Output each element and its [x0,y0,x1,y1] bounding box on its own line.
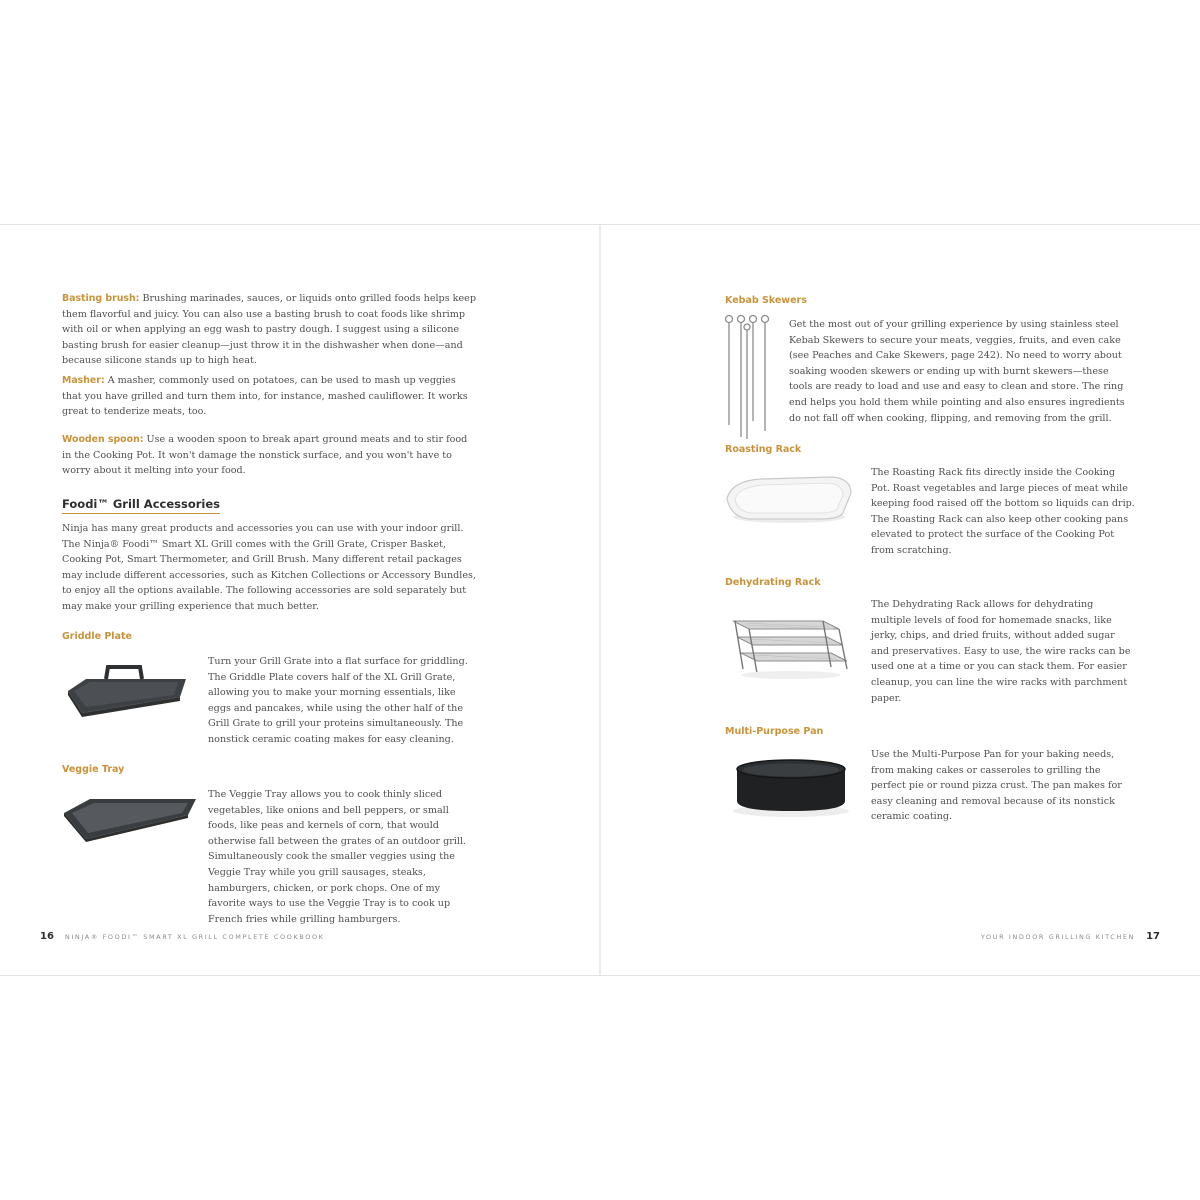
veggie-tray-text-1 [208,787,476,927]
right-page-number: 17 [1146,931,1160,942]
griddle-plate-text: Turn your Grill Grate into a flat surface for griddling. The Griddle Plate covers half of the XL Grill Grate, allowing you to make your morning essentials, like eggs and pancakes, while using the other half of the Grill Grate to grill your proteins simultaneously. The nonstick ceramic coating makes for easy cleaning. [208,656,468,745]
wooden-spoon-paragraph [62,432,476,479]
veggie-tray-text: The Veggie Tray allows you to cook thinly sliced vegetables, like onions and bell peppers, or small foods, like peas and kernels of corn, that would otherwise fall between the grates of an outdoor grill. Simultaneously cook the smaller veggies using the Veggie Tray while you grill sausages, steaks, hamburgers, chicken, or pork chops. One of my favorite ways to use the Veggie Tray is to cook up French fries while grilling hamburgers. [208,789,467,925]
left-page [0,225,599,975]
roasting-rack-title: Roasting Rack [725,444,802,455]
wooden-spoon-text: Use a wooden spoon to break apart ground meats and to stir food in the Cooking Pot. It won't damage the nonstick surface, and you won't have to worry about it melting into your food. [62,434,468,477]
masher-term: Masher: [62,375,105,386]
left-page-number: 16 [40,931,54,942]
section-title: Foodi™ Grill Accessories [62,497,220,514]
dehydrating-rack-image [725,603,855,681]
kebab-skewers-image [719,313,779,443]
basting-brush-term: Basting brush: [62,293,140,304]
veggie-tray-title: Veggie Tray [62,764,125,775]
masher-paragraph [62,373,476,420]
multi-purpose-pan-title: Multi-Purpose Pan [725,726,824,737]
basting-brush-paragraph [62,291,476,369]
book-spread [0,224,1200,976]
left-running-title: NINJA® FOODI™ SMART XL GRILL COMPLETE COOKBOOK [64,933,325,941]
multi-purpose-pan-text: Use the Multi-Purpose Pan for your baking needs, from making cakes or casseroles to grilling the perfect pie or round pizza crust. The pan makes for easy cleaning and removal because of its nonstick ceramic coating. [871,749,1122,823]
roasting-rack-text: The Roasting Rack fits directly inside the Cooking Pot. Roast vegetables and large pieces of meat while keeping food raised off the bottom so liquids can drip. The Roasting Rack can also keep other cooking pans elevated to protect the surface of the Cooking Pot from scratching. [871,467,1135,556]
masher-text: A masher, commonly used on potatoes, can be used to mash up veggies that you have grilled and turn them into, for instance, mashed cauliflower. It works great to tenderize meats, too. [62,375,468,418]
griddle-plate-image [60,657,194,719]
dehydrating-rack-title: Dehydrating Rack [725,577,821,588]
basting-brush-text: Brushing marinades, sauces, or liquids onto grilled foods helps keep them flavorful and juicy. You can also use a basting brush to coat foods like shrimp with oil or when applying an egg wash to pastry dough. I suggest using a silicone basting brush for easier cleanup—just throw it in the dishwasher when done—and because silicone stands up to high heat. [62,293,476,367]
right-running-title: YOUR INDOOR GRILLING KITCHEN [980,933,1136,941]
dehydrating-rack-text: The Dehydrating Rack allows for dehydrating multiple levels of food for homemade snacks, like jerky, chips, and dried fruits, without added sugar and preservatives. Easy to use, the wire racks can be used one at a time or you can stack them. For easier cleanup, you can line the wire racks with parchment paper. [871,599,1131,704]
wooden-spoon-term: Wooden spoon: [62,434,144,445]
multi-purpose-pan-image [729,755,855,819]
kebab-skewers-text: Get the most out of your grilling experience by using stainless steel Kebab Skewers to secure your meats, veggies, fruits, and even cake (see Peaches and Cake Skewers, page 242). No need to worry about soaking wooden skewers or ending up with burnt skewers—these tools are ready to load and use and easy to clean and store. The ring end helps you hold them while pointing and also ensures ingredients do not fall off when cooking, flipping, and removing from the grill. [789,319,1125,424]
left-folio [40,931,325,942]
accessories-intro: Ninja has many great products and accessories you can use with your indoor grill. The Ninja® Foodi™ Smart XL Grill comes with the Grill Grate, Crisper Basket, Cooking Pot, Smart Thermometer, and Grill Brush. Many different retail packages may include different accessories, such as Kitchen Collections or Accessory Bundles, to enjoy all the options available. The following accessories are sold separately but may make your grilling experience that much better. [62,523,477,612]
griddle-plate-title: Griddle Plate [62,631,132,642]
veggie-tray-image [60,793,200,843]
roasting-rack-image [721,471,857,527]
kebab-skewers-title: Kebab Skewers [725,295,807,306]
right-page [601,225,1200,975]
right-folio [981,931,1160,942]
